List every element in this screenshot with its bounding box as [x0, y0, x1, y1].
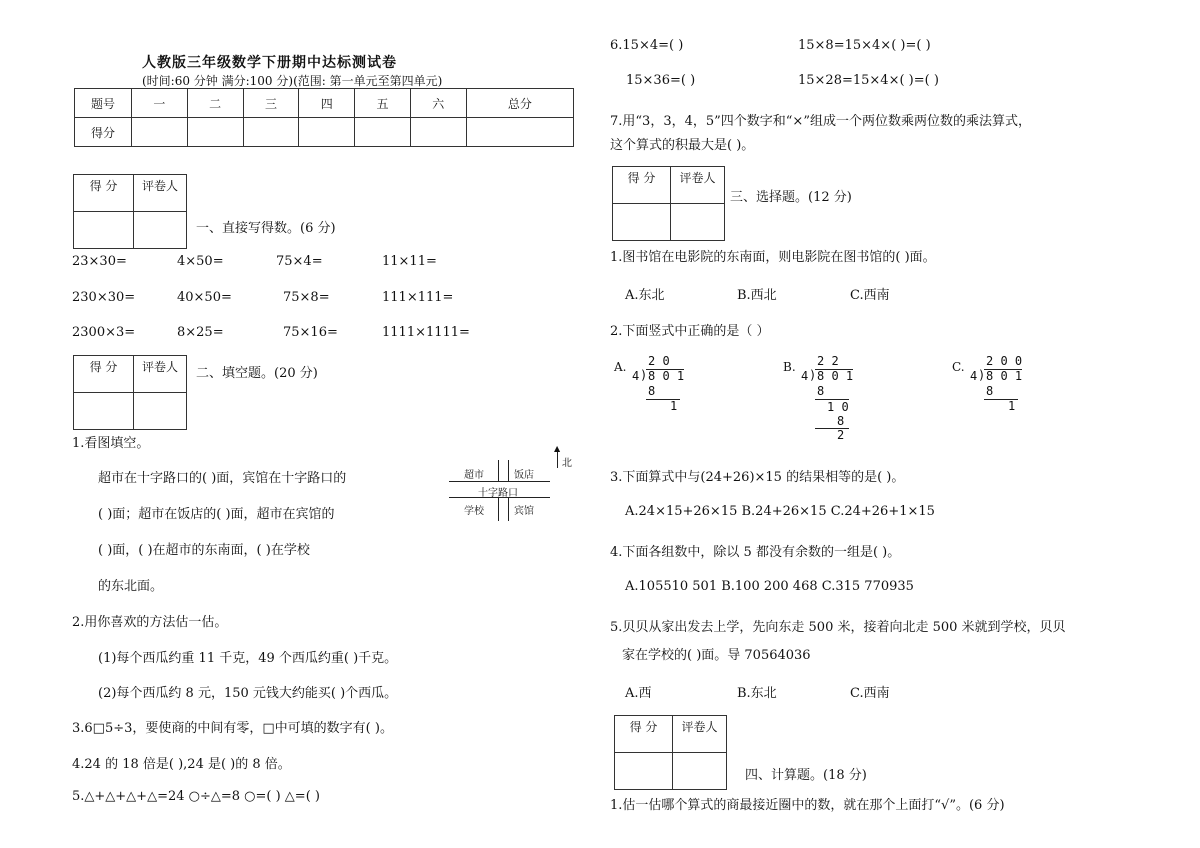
score-cell[interactable]: [132, 118, 188, 147]
question-text: 5.贝贝从家出发去上学，先向东走 500 米，接着向北走 500 米就到学校，贝贝: [610, 620, 1066, 635]
math-item: 4×50=: [177, 254, 224, 269]
score-header-cell: 题号: [75, 89, 132, 118]
math-item: 8×25=: [177, 325, 224, 340]
math-item: 111×111=: [382, 290, 454, 305]
question-text: (1)每个西瓜约重 11 千克，49 个西瓜约重( )千克。: [98, 651, 398, 666]
divisor: 4: [970, 369, 978, 383]
score-header-cell: 五: [355, 89, 411, 118]
score-cell[interactable]: [299, 118, 355, 147]
map-label-crossroad: 十字路口: [478, 488, 518, 499]
question-text: 1.图书馆在电影院的东南面，则电影院在图书馆的( )面。: [610, 250, 936, 265]
score-label: 得 分: [74, 175, 134, 212]
score-cell[interactable]: [355, 118, 411, 147]
question-text: 7.用“3，3，4，5”四个数字和“×”组成一个两位数乘两位数的乘法算式，: [610, 114, 1031, 129]
math-item: 2300×3=: [72, 325, 136, 340]
remainder: 2: [837, 428, 845, 442]
question-text: 这个算式的积最大是( )。: [610, 138, 755, 153]
score-cell[interactable]: [187, 118, 243, 147]
math-item: 23×30=: [72, 254, 127, 269]
option[interactable]: B.西北: [737, 288, 777, 303]
grader-box: [612, 166, 725, 241]
step: 8: [817, 384, 825, 398]
grader-cell[interactable]: [673, 753, 727, 790]
score-label: 得 分: [74, 356, 134, 393]
option-label: B.: [783, 360, 796, 374]
question-text: 4.下面各组数中，除以 5 都没有余数的一组是( )。: [610, 545, 901, 560]
question-text: 4.24 的 18 倍是( ),24 是( )的 8 倍。: [72, 757, 291, 772]
score-header-cell: 六: [410, 89, 466, 118]
score-cell[interactable]: [74, 393, 134, 430]
quotient: 2 0: [648, 354, 670, 368]
quotient: 2 2: [817, 354, 839, 368]
question-text: 15×36=( ): [626, 73, 696, 88]
step: 8: [648, 384, 656, 398]
option[interactable]: A.东北: [625, 288, 665, 303]
map-label-supermarket: 超市: [464, 470, 484, 481]
map-label-school: 学校: [464, 506, 484, 517]
question-text: 6.15×4=( ): [610, 38, 684, 53]
math-item: 1111×1111=: [382, 325, 470, 340]
math-item: 11×11=: [382, 254, 437, 269]
question-text: ( )面，( )在超市的东南面，( )在学校: [98, 543, 310, 558]
question-text: 3.6□5÷3，要使商的中间有零，□中可填的数字有( )。: [72, 721, 393, 736]
option-row[interactable]: A.105510 501 B.100 200 468 C.315 770935: [625, 579, 914, 594]
grader-label: 评卷人: [671, 167, 725, 204]
option-label: A.: [614, 360, 627, 374]
grader-box: [614, 715, 727, 790]
question-text: 1.估一估哪个算式的商最接近圈中的数，就在那个上面打“√”。(6 分): [610, 798, 1005, 813]
question-text: 3.下面算式中与(24+26)×15 的结果相等的是( )。: [610, 470, 905, 485]
math-item: 75×8=: [283, 290, 330, 305]
map-label-hotel: 宾馆: [514, 506, 534, 517]
divisor: 4: [632, 369, 640, 383]
math-item: 40×50=: [177, 290, 232, 305]
map-label-restaurant: 饭店: [514, 470, 534, 481]
section-heading: 一、直接写得数。(6 分): [196, 221, 336, 236]
option-row[interactable]: A.24×15+26×15 B.24+26×15 C.24+26+1×15: [625, 504, 935, 519]
grader-box: [73, 355, 187, 430]
quotient: 2 0 0: [986, 354, 1023, 368]
question-label: 1.看图填空。: [72, 436, 150, 451]
map-label-north: 北: [562, 458, 572, 469]
section-heading: 三、选择题。(12 分): [730, 190, 852, 205]
question-text: 2.下面竖式中正确的是（ ）: [610, 324, 770, 339]
dividend: 8 0 1: [817, 369, 854, 383]
section-heading: 四、计算题。(18 分): [745, 768, 867, 783]
math-item: 75×16=: [283, 325, 338, 340]
north-arrow-icon: ▲: [554, 444, 561, 453]
score-table: [74, 88, 574, 147]
score-row-label: 得分: [75, 118, 132, 147]
score-header-cell: 一: [132, 89, 188, 118]
grader-label: 评卷人: [673, 716, 727, 753]
question-text: 15×28=15×4×( )=( ): [798, 73, 939, 88]
step: 8: [837, 414, 845, 428]
score-cell[interactable]: [466, 118, 573, 147]
option-b-division[interactable]: B. 2 2 4 ) 8 0 1 8 1 0 8 2: [783, 354, 854, 442]
remainder: 1: [670, 399, 678, 413]
step: 1 0: [827, 400, 849, 414]
score-cell[interactable]: [613, 204, 671, 241]
score-cell[interactable]: [615, 753, 673, 790]
score-label: 得 分: [613, 167, 671, 204]
math-item: 230×30=: [72, 290, 136, 305]
question-text: 5.△+△+△+△=24 ○÷△=8 ○=( ) △=( ): [72, 789, 320, 804]
score-label: 得 分: [615, 716, 673, 753]
option[interactable]: C.西南: [850, 288, 890, 303]
question-text: 超市在十字路口的( )面，宾馆在十字路口的: [98, 471, 347, 486]
option-a-division[interactable]: A. 2 0 4 ) 8 0 1 8 1: [614, 354, 685, 413]
divisor: 4: [801, 369, 809, 383]
grader-box: [73, 174, 187, 249]
option[interactable]: B.东北: [737, 686, 777, 701]
score-header-cell: 二: [187, 89, 243, 118]
option-label: C.: [952, 360, 965, 374]
option-c-division[interactable]: C. 2 0 0 4 ) 8 0 1 8 1: [952, 354, 1023, 413]
step: 8: [986, 384, 994, 398]
score-header-cell: 四: [299, 89, 355, 118]
page-subtitle: (时间:60 分钟 满分:100 分)(范围: 第一单元至第四单元): [142, 74, 443, 88]
section-heading: 二、填空题。(20 分): [196, 366, 318, 381]
score-cell[interactable]: [410, 118, 466, 147]
grader-label: 评卷人: [134, 175, 187, 212]
math-item: 75×4=: [276, 254, 323, 269]
dividend: 8 0 1: [648, 369, 685, 383]
score-header-cell: 总分: [466, 89, 573, 118]
question-text: (2)每个西瓜约 8 元，150 元钱大约能买( )个西瓜。: [98, 686, 398, 701]
option[interactable]: A.西: [625, 686, 652, 701]
grader-cell[interactable]: [134, 393, 187, 430]
page-title: 人教版三年级数学下册期中达标测试卷: [142, 55, 397, 71]
question-text: ( )面；超市在饭店的( )面，超市在宾馆的: [98, 507, 335, 522]
grader-cell[interactable]: [134, 212, 187, 249]
score-cell[interactable]: [243, 118, 299, 147]
question-label: 2.用你喜欢的方法估一估。: [72, 615, 228, 630]
question-text: 家在学校的( )面。导 70564036: [622, 648, 811, 663]
grader-label: 评卷人: [134, 356, 187, 393]
question-text: 的东北面。: [98, 579, 164, 594]
remainder: 1: [1008, 399, 1016, 413]
dividend: 8 0 1: [986, 369, 1023, 383]
question-text: 15×8=15×4×( )=( ): [798, 38, 931, 53]
score-cell[interactable]: [74, 212, 134, 249]
score-header-cell: 三: [243, 89, 299, 118]
option[interactable]: C.西南: [850, 686, 890, 701]
grader-cell[interactable]: [671, 204, 725, 241]
